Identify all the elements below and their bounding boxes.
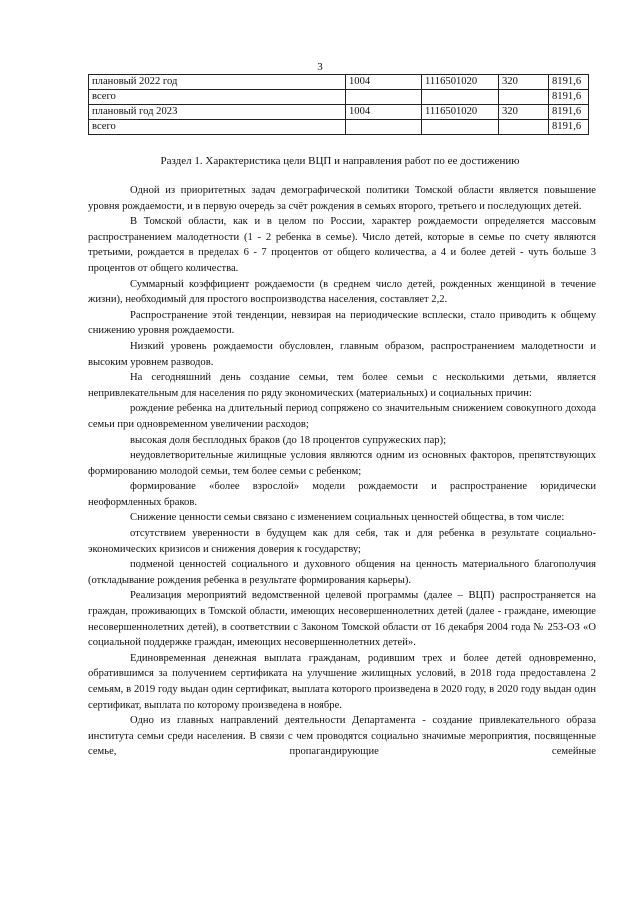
paragraph: Распространение этой тенденции, невзирая на периодические всплески, стало приводить к общему снижению уровня рождаемости. <box>88 309 596 337</box>
table-row <box>89 105 589 120</box>
paragraph: неудовлетворительные жилищные условия являются одним из основных факторов, препятствующих формированию молодой семьи, тем более семьи с ребенком; <box>88 450 596 477</box>
table-cell-period: всего <box>89 90 346 105</box>
table-cell-type <box>499 120 549 135</box>
paragraph: Одной из приоритетных задач демографической политики Томской области является повышение уровня рождаемости, и в первую очередь за счёт рождения в семьях второго, третьего и последующих детей. <box>88 185 596 212</box>
table-cell-amount: 8191,6 <box>549 105 589 120</box>
table-cell-article <box>422 120 499 135</box>
table-cell-amount: 8191,6 <box>549 75 589 90</box>
table-cell-article: 1116501020 <box>422 75 499 90</box>
table-cell-period: всего <box>89 120 346 135</box>
paragraph: Суммарный коэффициент рождаемости (в среднем число детей, рожденных женщиной в течение жизни), необходимый для простого воспроизводства населения, составляет 2,2. <box>88 278 596 306</box>
table-row <box>89 90 589 105</box>
paragraph: отсутствием уверенности в будущем как для себя, так и для ребенка в результате социально-экономических кризисов и снижения доверия к государству; <box>88 528 596 555</box>
body-text <box>88 183 596 760</box>
paragraph: подменой ценностей социального и духовного общения на ценность материального благополучия (откладывание рождения ребенка в результате формирования карьеры). <box>88 559 596 586</box>
budget-table <box>88 74 589 135</box>
table-cell-amount: 8191,6 <box>549 90 589 105</box>
paragraph: формирование «более взрослой» модели рождаемости и распространение юридически неоформленных браков. <box>88 481 596 508</box>
table-cell-code <box>346 90 422 105</box>
paragraph: высокая доля бесплодных браков (до 18 процентов супружеских пар); <box>130 434 447 446</box>
paragraph: Реализация мероприятий ведомственной целевой программы (далее – ВЦП) распространяется на граждан, проживающих в Томской области, имеющих несовершеннолетних детей (далее - граждане, имеющие несовершеннолетних детей), в соответствии с Законом Томской области от 16 декабря 2004 года № 253-ОЗ «О социальной поддержке граждан, имеющих несовершеннолетних детей». <box>88 590 596 649</box>
table-cell-type: 320 <box>499 105 549 120</box>
table-cell-period: плановый год 2023 <box>89 105 346 120</box>
table-cell-article <box>422 90 499 105</box>
paragraph: Единовременная денежная выплата гражданам, родившим трех и более детей одновременно, обратившимся за получением сертификата на улучшение жилищных условий, в 2018 года предоставлена 2 семьям, в 2019 году выдан один сертификат, выплата которого произведена в 2020 году, в 2020 году выдан один сертификат, выплата по которому произведена в ноябре. <box>88 652 596 711</box>
table-row <box>89 75 589 90</box>
paragraph: Низкий уровень рождаемости обусловлен, главным образом, распространением малодетности и высоким уровнем разводов. <box>88 340 596 368</box>
table-cell-code: 1004 <box>346 75 422 90</box>
table-cell-type: 320 <box>499 75 549 90</box>
paragraph: На сегодняшний день создание семьи, тем более семьи с несколькими детьми, является непривлекательным для населения по ряду экономических (материальных) и социальных причин: <box>88 372 596 399</box>
page-number: 3 <box>317 61 323 73</box>
table-cell-period: плановый 2022 год <box>89 75 346 90</box>
paragraph: Одно из главных направлений деятельности Департамента - создание привлекательного образа института семьи среди населения. В связи с чем проводятся социально значимые мероприятия, посвященные семье, пропагандирующие семейные <box>88 715 596 758</box>
table-cell-amount: 8191,6 <box>549 120 589 135</box>
table-cell-article: 1116501020 <box>422 105 499 120</box>
paragraph: рождение ребенка на длительный период сопряжено со значительным снижением совокупного дохода семьи при одновременном увеличении расходов; <box>88 403 596 430</box>
table-cell-type <box>499 90 549 105</box>
paragraph: В Томской области, как и в целом по России, характер рождаемости определяется массовым распространением малодетности (1 - 2 ребенка в семье). Число детей, которые в семье по счету являются третьими, рождается в пределах 6 - 7 процентов от общего количества, а 4 и более детей - чуть больше 3 процентов от общего количества. <box>88 216 596 274</box>
table-cell-code: 1004 <box>346 105 422 120</box>
table-cell-code <box>346 120 422 135</box>
paragraph: Снижение ценности семьи связано с изменением социальных ценностей общества, в том числе: <box>130 512 565 524</box>
section-title: Раздел 1. Характеристика цели ВЦП и направления работ по ее достижению <box>160 155 520 167</box>
table-row <box>89 120 589 135</box>
